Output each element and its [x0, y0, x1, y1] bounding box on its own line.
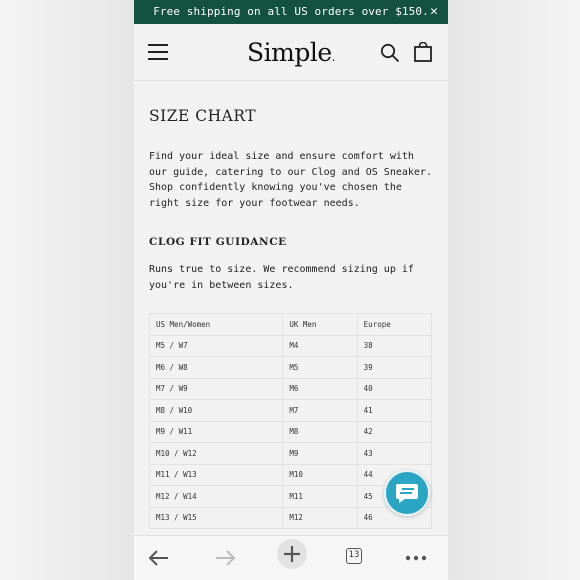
- table-cell: M9: [283, 443, 357, 465]
- table-cell: M8: [283, 421, 357, 443]
- table-cell: M12: [283, 507, 357, 529]
- table-row: [150, 357, 432, 379]
- tabs-button[interactable]: [343, 544, 365, 572]
- table-cell: 40: [357, 378, 431, 400]
- promo-banner: [134, 0, 448, 24]
- logo[interactable]: Simple.: [247, 38, 335, 67]
- browser-toolbar: [134, 535, 448, 580]
- chat-button[interactable]: [384, 470, 430, 516]
- table-cell: 45: [357, 486, 431, 508]
- table-cell: M8 / W10: [150, 400, 283, 422]
- intro-paragraph: Find your ideal size and ensure comfort with our guide, catering to our Clog and OS Sneaker. Shop confidently knowing you've chosen the right size for your footwear needs.: [149, 151, 432, 209]
- main-content: [134, 107, 448, 529]
- table-header-row: [150, 314, 432, 336]
- table-cell: M11 / W13: [150, 464, 283, 486]
- column-header: Europe: [357, 314, 431, 336]
- table-row: [150, 335, 432, 357]
- table-cell: M12 / W14: [150, 486, 283, 508]
- table-cell: 43: [357, 443, 431, 465]
- tab-count: 13: [346, 548, 362, 564]
- table-row: [150, 421, 432, 443]
- column-header: US Men/Women: [150, 314, 283, 336]
- table-cell: M7 / W9: [150, 378, 283, 400]
- table-cell: M7: [283, 400, 357, 422]
- table-cell: M5 / W7: [150, 335, 283, 357]
- table-cell: 46: [357, 507, 431, 529]
- table-cell: M11: [283, 486, 357, 508]
- background-left: [0, 0, 134, 580]
- background-right: [448, 0, 580, 580]
- close-icon[interactable]: ✕: [430, 4, 438, 19]
- table-row: [150, 378, 432, 400]
- site-header: [134, 24, 448, 81]
- promo-text: Free shipping on all US orders over $150.: [153, 5, 429, 18]
- search-icon[interactable]: [380, 43, 400, 63]
- table-cell: M10: [283, 464, 357, 486]
- table-cell: 42: [357, 421, 431, 443]
- table-cell: M4: [283, 335, 357, 357]
- forward-arrow-icon[interactable]: [212, 544, 238, 572]
- clog-fit-text: Runs true to size. We recommend sizing up if you're in between sizes.: [149, 264, 414, 291]
- new-tab-plus-icon[interactable]: [276, 538, 308, 570]
- shopping-bag-icon[interactable]: [414, 42, 432, 62]
- table-cell: M6 / W8: [150, 357, 283, 379]
- table-cell: M6: [283, 378, 357, 400]
- table-cell: M5: [283, 357, 357, 379]
- table-cell: M9 / W11: [150, 421, 283, 443]
- more-options-icon[interactable]: [404, 544, 428, 572]
- table-cell: M13 / W15: [150, 507, 283, 529]
- table-row: [150, 443, 432, 465]
- table-row: [150, 507, 432, 529]
- column-header: UK Men: [283, 314, 357, 336]
- table-cell: 38: [357, 335, 431, 357]
- table-cell: 39: [357, 357, 431, 379]
- back-arrow-icon[interactable]: [146, 544, 172, 572]
- page-title: SIZE CHART: [149, 107, 257, 125]
- table-cell: 41: [357, 400, 431, 422]
- table-cell: M10 / W12: [150, 443, 283, 465]
- table-row: [150, 400, 432, 422]
- table-cell: 44: [357, 464, 431, 486]
- clog-fit-title: CLOG FIT GUIDANCE: [149, 236, 287, 248]
- chat-icon: [395, 482, 419, 504]
